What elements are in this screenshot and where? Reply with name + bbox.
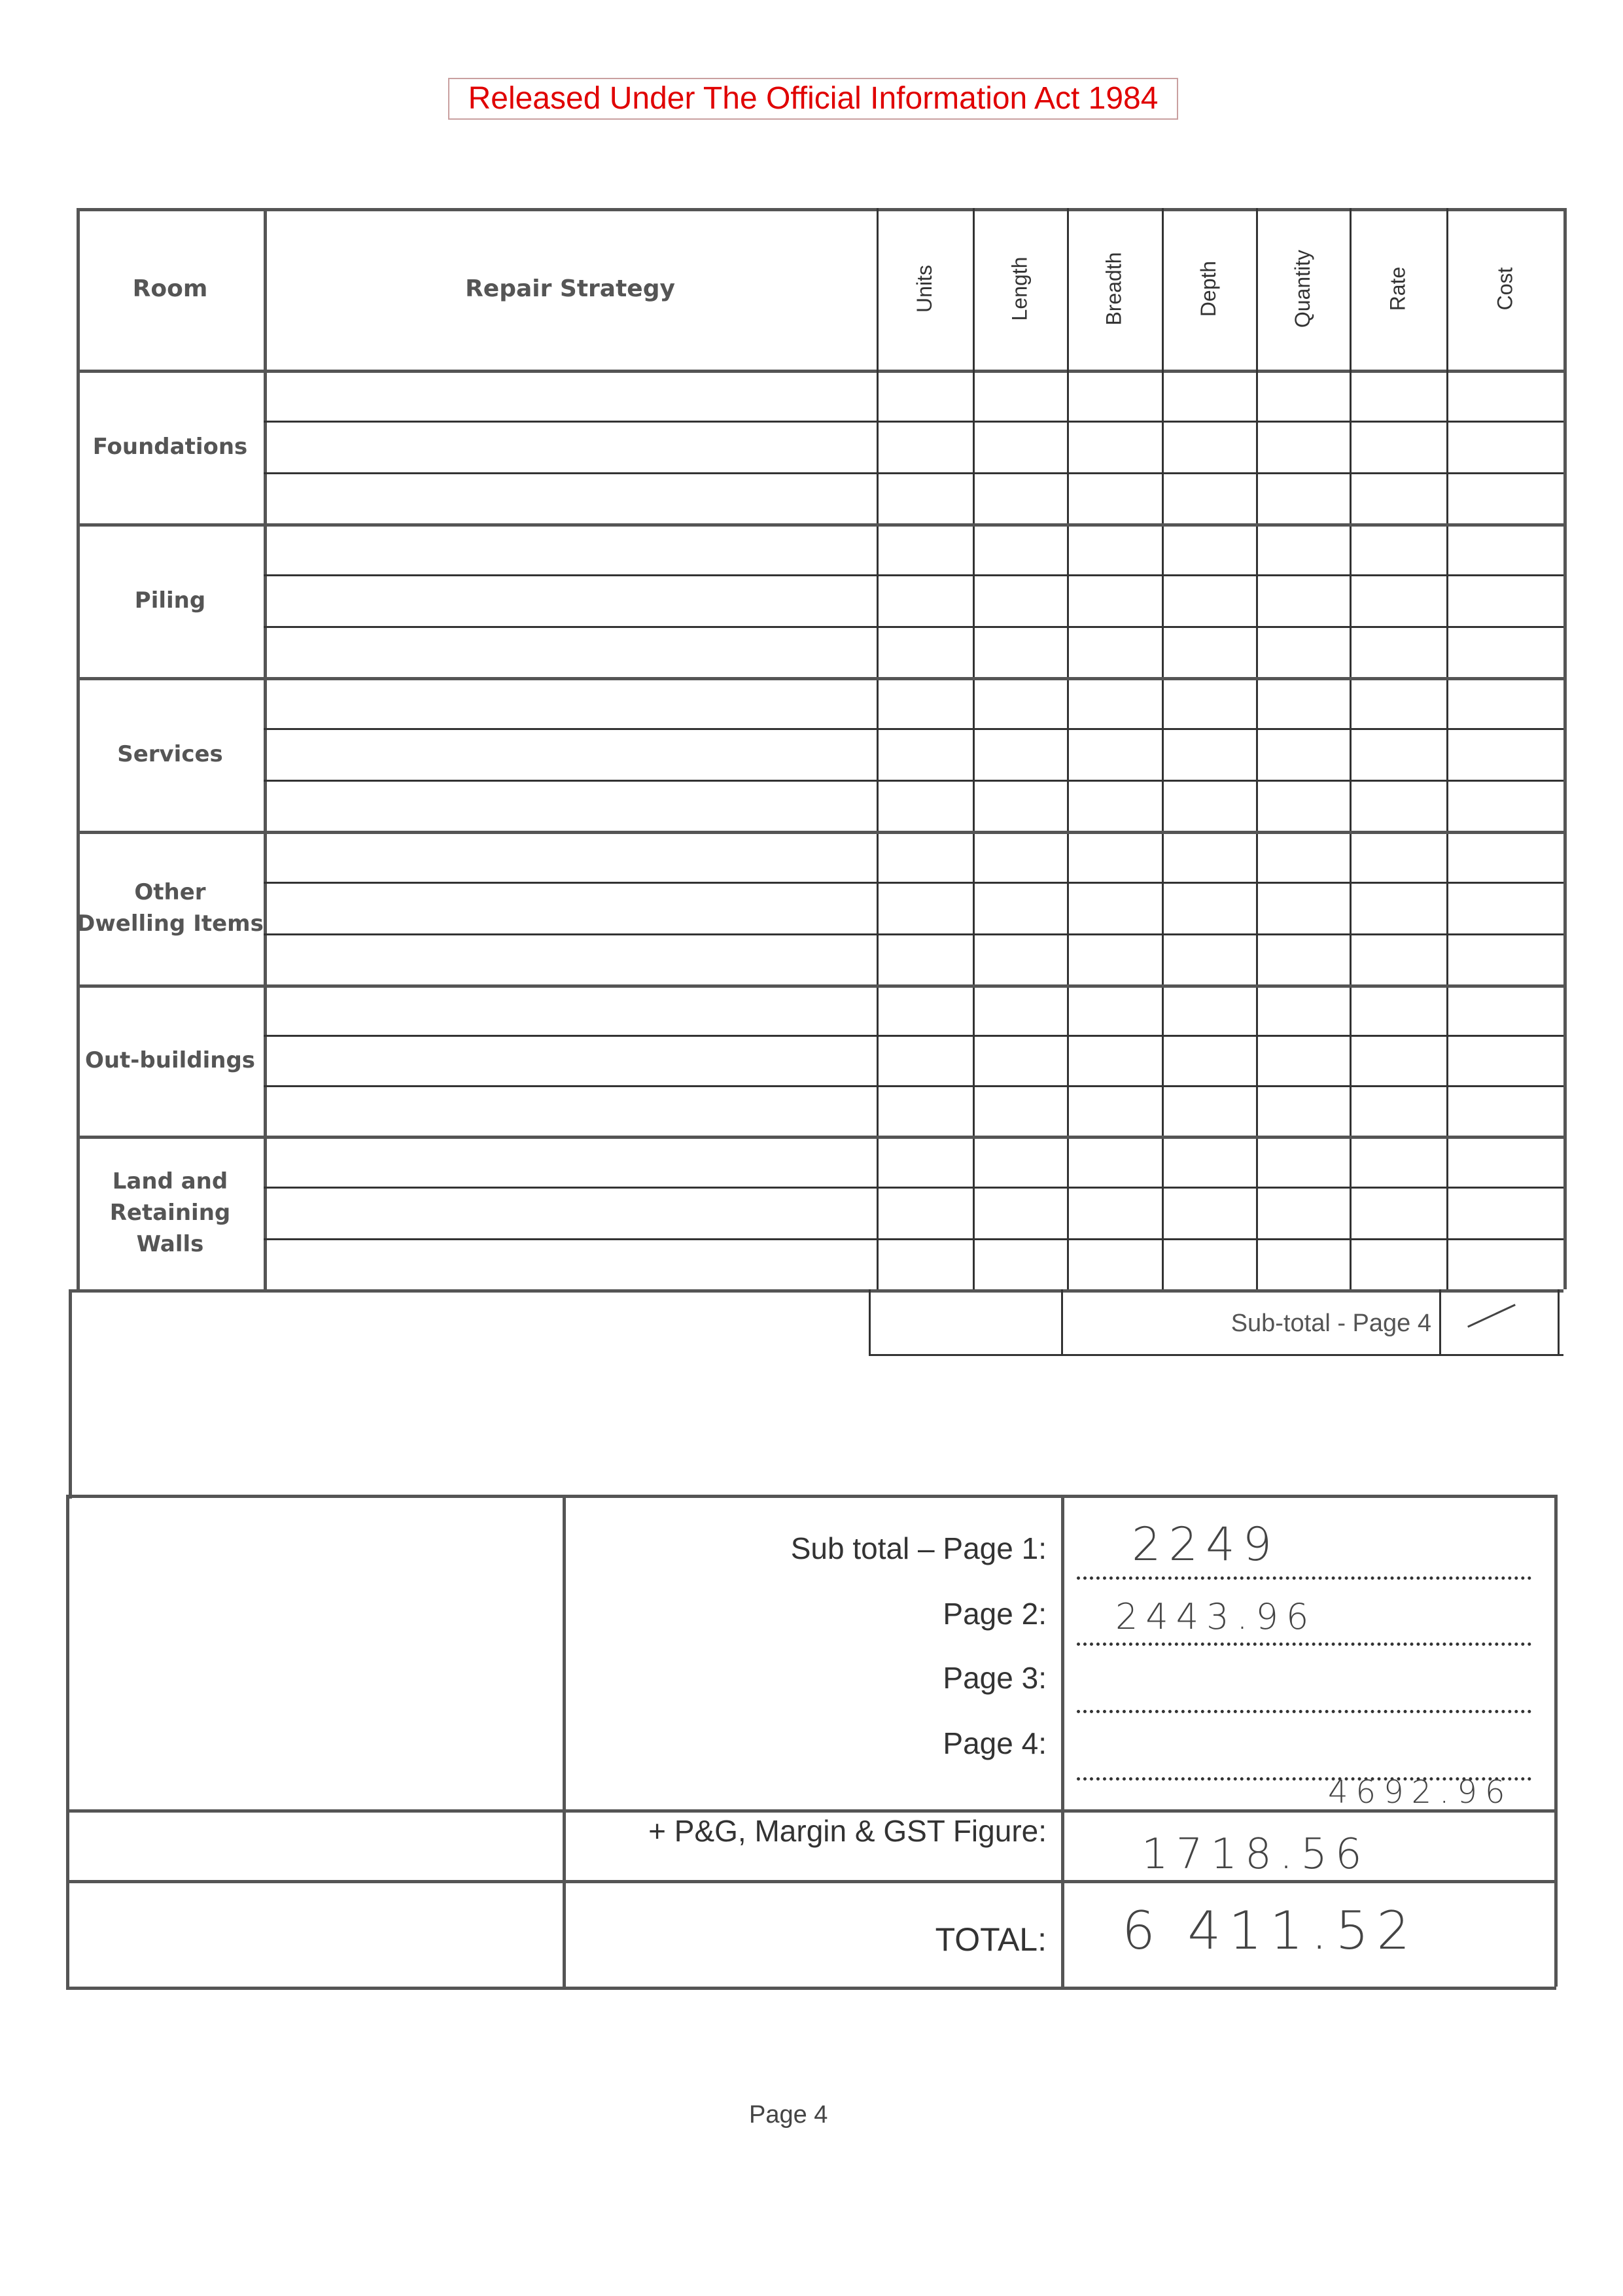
handwritten-page1-value: 2249 bbox=[1132, 1518, 1280, 1571]
repair-strategy-field[interactable] bbox=[266, 628, 874, 675]
subtotal-page4-label: Sub-total - Page 4 bbox=[1230, 1310, 1431, 1337]
summary-label-page1: Sub total – Page 1: bbox=[790, 1531, 1047, 1565]
header-label: Breadth bbox=[1102, 252, 1126, 326]
header-room: Room bbox=[132, 275, 208, 302]
repair-strategy-field[interactable] bbox=[266, 730, 874, 777]
section-land-and-retaining-walls: Land and Retaining Walls bbox=[109, 1168, 231, 1257]
table-rule bbox=[66, 1880, 1557, 1883]
repair-strategy-field[interactable] bbox=[266, 935, 874, 983]
table-rule bbox=[1558, 1289, 1560, 1354]
repair-strategy-field[interactable] bbox=[266, 1240, 874, 1287]
dotted-line bbox=[1077, 1576, 1531, 1580]
table-rule bbox=[1256, 208, 1258, 1289]
header-label: Quantity bbox=[1290, 249, 1314, 328]
section-divider bbox=[77, 1289, 1563, 1293]
repair-strategy-field[interactable] bbox=[266, 423, 874, 470]
table-rule bbox=[1439, 1289, 1441, 1354]
header-label: Depth bbox=[1196, 260, 1221, 317]
repair-strategy-field[interactable] bbox=[266, 1138, 874, 1185]
section-other-dwelling-items: Other Dwelling Items bbox=[77, 878, 264, 937]
table-rule bbox=[66, 1987, 1556, 1990]
table-rule bbox=[1446, 208, 1448, 1289]
repair-strategy-field[interactable] bbox=[266, 1037, 874, 1083]
handwritten-total-value: 6 411.52 bbox=[1122, 1900, 1418, 1961]
repair-strategy-field[interactable] bbox=[266, 576, 874, 623]
header-breadth bbox=[1067, 208, 1162, 370]
table-rule bbox=[869, 1289, 871, 1354]
total-label: TOTAL: bbox=[935, 1921, 1047, 1958]
dotted-line bbox=[1077, 1643, 1531, 1646]
table-rule bbox=[66, 1495, 1556, 1498]
handwritten-pg-value: 1718.56 bbox=[1142, 1830, 1370, 1879]
repair-strategy-field[interactable] bbox=[266, 474, 874, 521]
section-out-buildings: Out-buildings bbox=[84, 1047, 256, 1073]
table-rule bbox=[1554, 1495, 1558, 1987]
header-label: Units bbox=[913, 265, 936, 313]
header-cost bbox=[1446, 208, 1563, 370]
header-label: Length bbox=[1007, 256, 1032, 321]
table-rule bbox=[973, 208, 975, 1289]
repair-strategy-field[interactable] bbox=[266, 372, 874, 419]
table-rule bbox=[66, 1809, 1557, 1813]
table-rule bbox=[1061, 1289, 1063, 1354]
header-rate bbox=[1350, 208, 1446, 370]
pg-margin-gst-label: + P&G, Margin & GST Figure: bbox=[648, 1814, 1047, 1848]
header-label: Rate bbox=[1386, 266, 1410, 311]
section-services: Services bbox=[117, 740, 223, 767]
table-rule bbox=[1350, 208, 1352, 1289]
table-rule bbox=[877, 208, 879, 1289]
header-quantity bbox=[1256, 208, 1350, 370]
page-number: Page 4 bbox=[749, 2101, 828, 2129]
repair-strategy-field[interactable] bbox=[266, 1189, 874, 1236]
table-rule bbox=[1162, 208, 1164, 1289]
header-depth bbox=[1162, 208, 1256, 370]
header-units bbox=[877, 208, 973, 370]
left-border bbox=[69, 1289, 72, 1499]
section-piling: Piling bbox=[134, 587, 206, 614]
repair-strategy-field[interactable] bbox=[266, 986, 874, 1033]
handwritten-running-total: 4692.96 bbox=[1328, 1774, 1513, 1811]
header-length bbox=[973, 208, 1067, 370]
repair-strategy-field[interactable] bbox=[266, 884, 874, 931]
dotted-line bbox=[1077, 1710, 1531, 1713]
repair-strategy-field[interactable] bbox=[266, 525, 874, 572]
table-rule bbox=[563, 1495, 566, 1987]
repair-strategy-field[interactable] bbox=[266, 1087, 874, 1134]
subtotal-page4-slash bbox=[1467, 1304, 1516, 1328]
handwritten-page2-value: 2443.96 bbox=[1115, 1596, 1317, 1637]
release-banner: Released Under The Official Information Act 1984 bbox=[448, 78, 1178, 120]
summary-label-page4: Page 4: bbox=[943, 1726, 1047, 1760]
section-foundations: Foundations bbox=[92, 433, 248, 460]
table-rule bbox=[1563, 208, 1567, 1289]
repair-strategy-field[interactable] bbox=[266, 679, 874, 726]
summary-label-page3: Page 3: bbox=[943, 1661, 1047, 1695]
table-rule bbox=[1061, 1495, 1064, 1987]
summary-label-page2: Page 2: bbox=[943, 1597, 1047, 1631]
table-rule bbox=[869, 1354, 1563, 1356]
repair-strategy-field[interactable] bbox=[266, 782, 874, 829]
repair-strategy-field[interactable] bbox=[266, 833, 874, 880]
header-label: Cost bbox=[1492, 267, 1516, 311]
header-repair-strategy: Repair Strategy bbox=[465, 275, 675, 302]
table-rule bbox=[1067, 208, 1069, 1289]
table-rule bbox=[66, 1495, 69, 1987]
